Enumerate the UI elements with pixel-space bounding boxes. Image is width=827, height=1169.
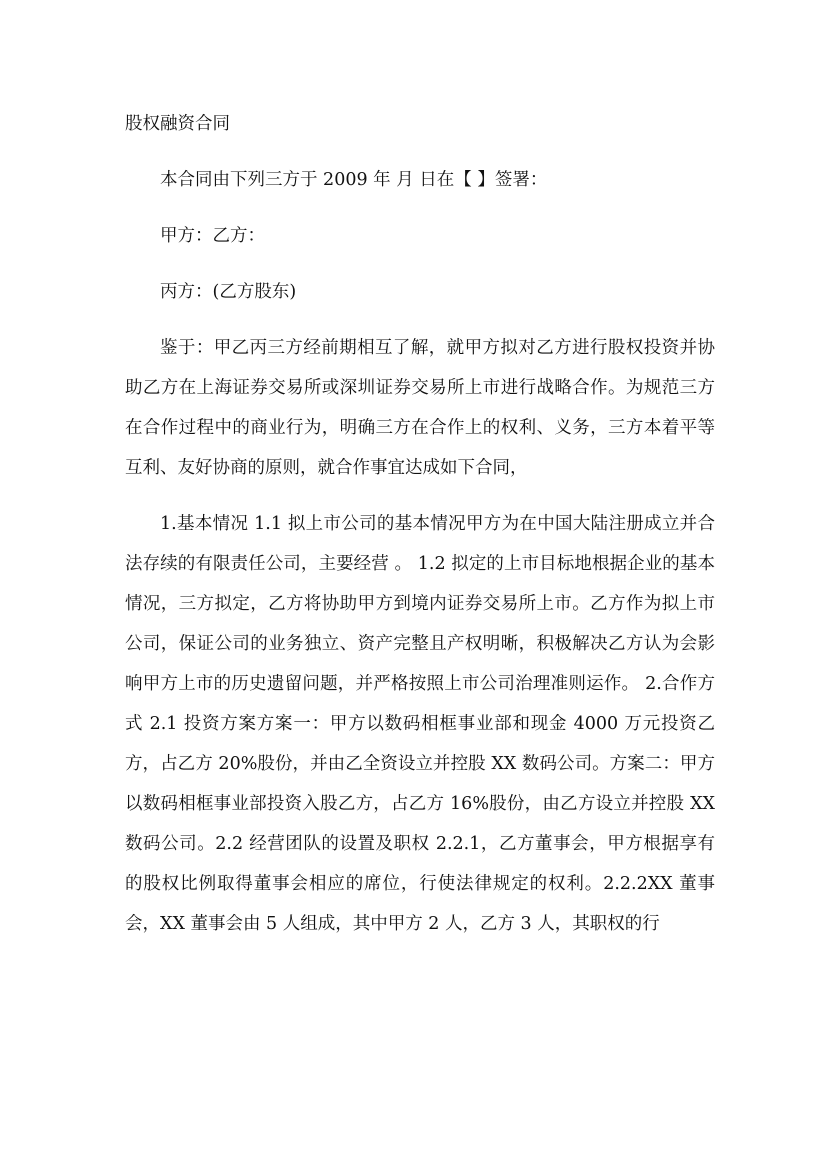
recital-paragraph: 鉴于：甲乙丙三方经前期相互了解，就甲方拟对乙方进行股权投资并协助乙方在上海证券交易所或深圳证券交易所上市进行战略合作。为规范三方在合作过程中的商业行为，明确三方在合作上的权利、义务，三方本着平等互利、友好协商的原则，就合作事宜达成如下合同， [125, 338, 715, 478]
contract-body-paragraph: 1.基本情况 1.1 拟上市公司的基本情况甲方为在中国大陆注册成立并合法存续的有限责任公司，主要经营 。 1.2 拟定的上市目标地根据企业的基本情况，三方拟定，乙方将协助甲方到境内证券交易所上市。乙方作为拟上市公司，保证公司的业务独立、资产完整且产权明晰，积极解决乙方认为会影响甲方上市的历史遗留问题，并严格按照上市公司治理准则运作。 2.合作方式 2.1 投资方案方案一：甲方以数码相框事业部和现金 4000 万元投资乙方，占乙方 20%股份，并由乙全资设立并控股 XX 数码公司。方案二：甲方以数码相框事业部投资入股乙方，占乙方 16%股份，由乙方设立并控股 XX 数码公司。2.2 经营团队的设置及职权 2.2.1，乙方董事会，甲方根据享有的股权比例取得董事会相应的席位，行使法律规定的权利。2.2.2XX 董事会，XX 董事会由 5 人组成，其中甲方 2 人，乙方 3 人，其职权的行 [125, 514, 715, 934]
document-body [125, 104, 715, 962]
party-c: 丙方：(乙方股东) [160, 282, 297, 302]
party-a-b: 甲方：乙方： [160, 226, 265, 246]
document-title: 股权融资合同 [125, 114, 230, 134]
signing-line: 本合同由下列三方于 2009 年 月 日在【 】签署： [160, 170, 548, 190]
